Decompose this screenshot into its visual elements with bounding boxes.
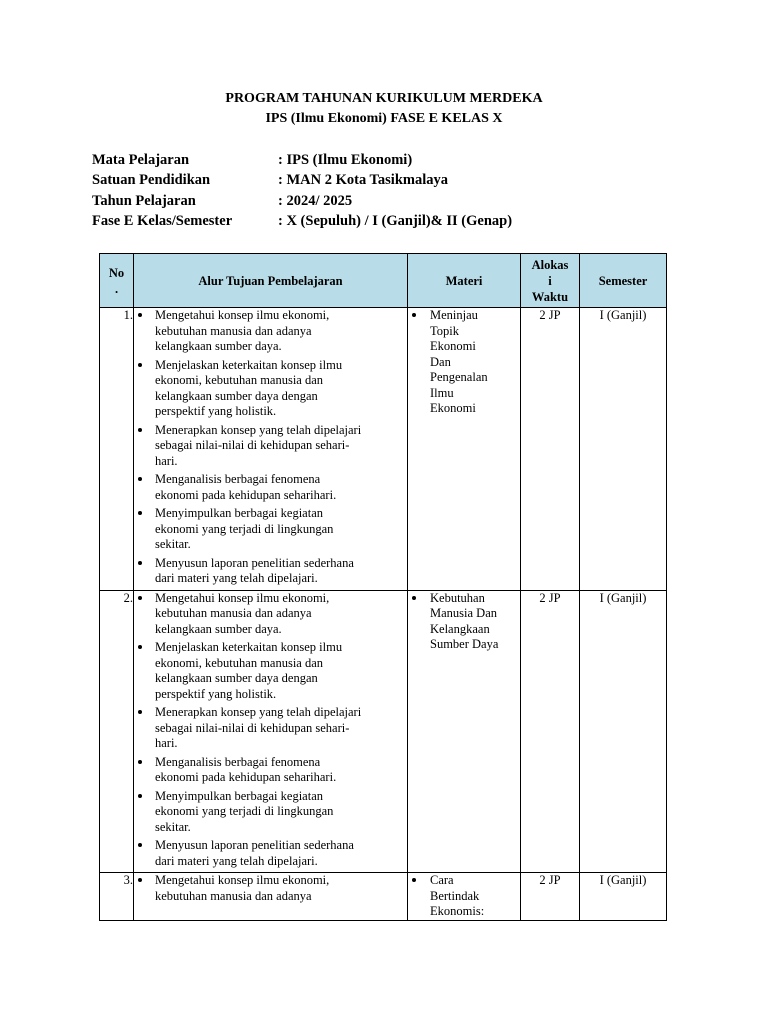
materi-cell — [408, 590, 521, 873]
list-item — [134, 591, 407, 638]
info-value: : IPS (Ilmu Ekonomi) — [278, 152, 413, 168]
list-item — [134, 838, 407, 869]
bullet-icon — [138, 561, 142, 565]
atp-cell — [134, 873, 408, 921]
info-label: Mata Pelajaran — [92, 152, 190, 168]
table-row — [100, 590, 667, 873]
bullet-icon — [412, 878, 416, 882]
materi-text: Kebutuhan Manusia Dan Kelangkaan Sumber Daya — [430, 590, 499, 651]
bullet-icon — [138, 363, 142, 367]
alokasi-cell: 2 JP — [521, 873, 580, 921]
list-item — [408, 591, 520, 653]
info-value: : 2024/ 2025 — [278, 193, 353, 209]
list-item — [134, 556, 407, 587]
header-alur-tujuan: Alur Tujuan Pembelajaran — [134, 254, 408, 308]
bullet-icon — [138, 477, 142, 481]
info-value: : MAN 2 Kota Tasikmalaya — [278, 172, 448, 188]
materi-text: Cara Bertindak Ekonomis: — [430, 873, 485, 918]
bullet-icon — [138, 760, 142, 764]
materi-text: Meninjau Topik Ekonomi Dan Pengenalan Ilmu Ekonomi — [430, 308, 488, 415]
alokasi-cell: 2 JP — [521, 590, 580, 873]
atp-text: Mengetahui konsep ilmu ekonomi, kebutuhan manusia dan adanya kelangkaan sumber daya. — [155, 308, 330, 353]
bullet-icon — [138, 645, 142, 649]
bullet-icon — [138, 511, 142, 515]
bullet-icon — [138, 428, 142, 432]
document-title-line2: IPS (Ilmu Ekonomi) FASE E KELAS X — [265, 111, 503, 126]
header-alokasi-waktu: Alokas i Waktu — [521, 254, 580, 308]
row-number: 3. — [100, 873, 134, 921]
bullet-icon — [138, 313, 142, 317]
atp-text: Menyimpulkan berbagai kegiatan ekonomi yang terjadi di lingkungan sekitar. — [155, 788, 334, 834]
atp-text: Menganalisis berbagai fenomena ekonomi pada kehidupan seharihari. — [155, 472, 337, 502]
info-label: Tahun Pelajaran — [92, 193, 196, 209]
header-semester: Semester — [580, 254, 667, 308]
atp-text: Menjelaskan keterkaitan konsep ilmu ekonomi, kebutuhan manusia dan kelangkaan sumber daya dengan perspektif yang holistik. — [155, 640, 343, 701]
bullet-icon — [138, 596, 142, 600]
list-item — [134, 755, 407, 786]
atp-cell — [134, 308, 408, 591]
bullet-icon — [138, 878, 142, 882]
atp-cell — [134, 590, 408, 873]
semester-cell: I (Ganjil) — [580, 308, 667, 591]
atp-text: Mengetahui konsep ilmu ekonomi, kebutuhan manusia dan adanya kelangkaan sumber daya. — [155, 590, 330, 636]
materi-cell — [408, 308, 521, 591]
atp-text: Menyusun laporan penelitian sederhana dari materi yang telah dipelajari. — [155, 838, 354, 868]
bullet-icon — [138, 843, 142, 847]
list-item — [134, 640, 407, 702]
semester-cell: I (Ganjil) — [580, 590, 667, 873]
bullet-icon — [138, 710, 142, 714]
semester-cell: I (Ganjil) — [580, 873, 667, 921]
atp-text: Menjelaskan keterkaitan konsep ilmu ekonomi, kebutuhan manusia dan kelangkaan sumber daya dengan perspektif yang holistik. — [155, 357, 343, 418]
info-label: Fase E Kelas/Semester — [92, 213, 233, 229]
header-no: No . — [100, 254, 134, 308]
list-item — [134, 472, 407, 503]
program-table — [99, 253, 667, 921]
list-item — [408, 308, 520, 417]
list-item — [134, 705, 407, 752]
list-item — [134, 423, 407, 470]
list-item — [408, 873, 520, 920]
row-number: 1. — [100, 308, 134, 591]
list-item — [134, 358, 407, 420]
table-row — [100, 873, 667, 921]
list-item — [134, 506, 407, 553]
atp-text: Mengetahui konsep ilmu ekonomi, kebutuhan manusia dan adanya — [155, 873, 330, 903]
alokasi-cell: 2 JP — [521, 308, 580, 591]
table-row — [100, 308, 667, 591]
list-item — [134, 873, 407, 904]
bullet-icon — [412, 596, 416, 600]
table-header-row — [100, 254, 667, 308]
info-label: Satuan Pendidikan — [92, 172, 211, 188]
header-materi: Materi — [408, 254, 521, 308]
document-title-line1: PROGRAM TAHUNAN KURIKULUM MERDEKA — [225, 91, 543, 106]
bullet-icon — [412, 313, 416, 317]
list-item — [134, 308, 407, 355]
bullet-icon — [138, 794, 142, 798]
atp-text: Menyimpulkan berbagai kegiatan ekonomi yang terjadi di lingkungan sekitar. — [155, 506, 334, 551]
atp-text: Menerapkan konsep yang telah dipelajari sebagai nilai-nilai di kehidupan sehari- hari. — [155, 422, 362, 468]
materi-cell — [408, 873, 521, 921]
atp-text: Menganalisis berbagai fenomena ekonomi pada kehidupan seharihari. — [155, 754, 337, 784]
atp-text: Menyusun laporan penelitian sederhana dari materi yang telah dipelajari. — [155, 555, 354, 585]
atp-text: Menerapkan konsep yang telah dipelajari sebagai nilai-nilai di kehidupan sehari- hari. — [155, 705, 362, 750]
info-value: : X (Sepuluh) / I (Ganjil)& II (Genap) — [278, 213, 513, 229]
list-item — [134, 789, 407, 836]
row-number: 2. — [100, 590, 134, 873]
